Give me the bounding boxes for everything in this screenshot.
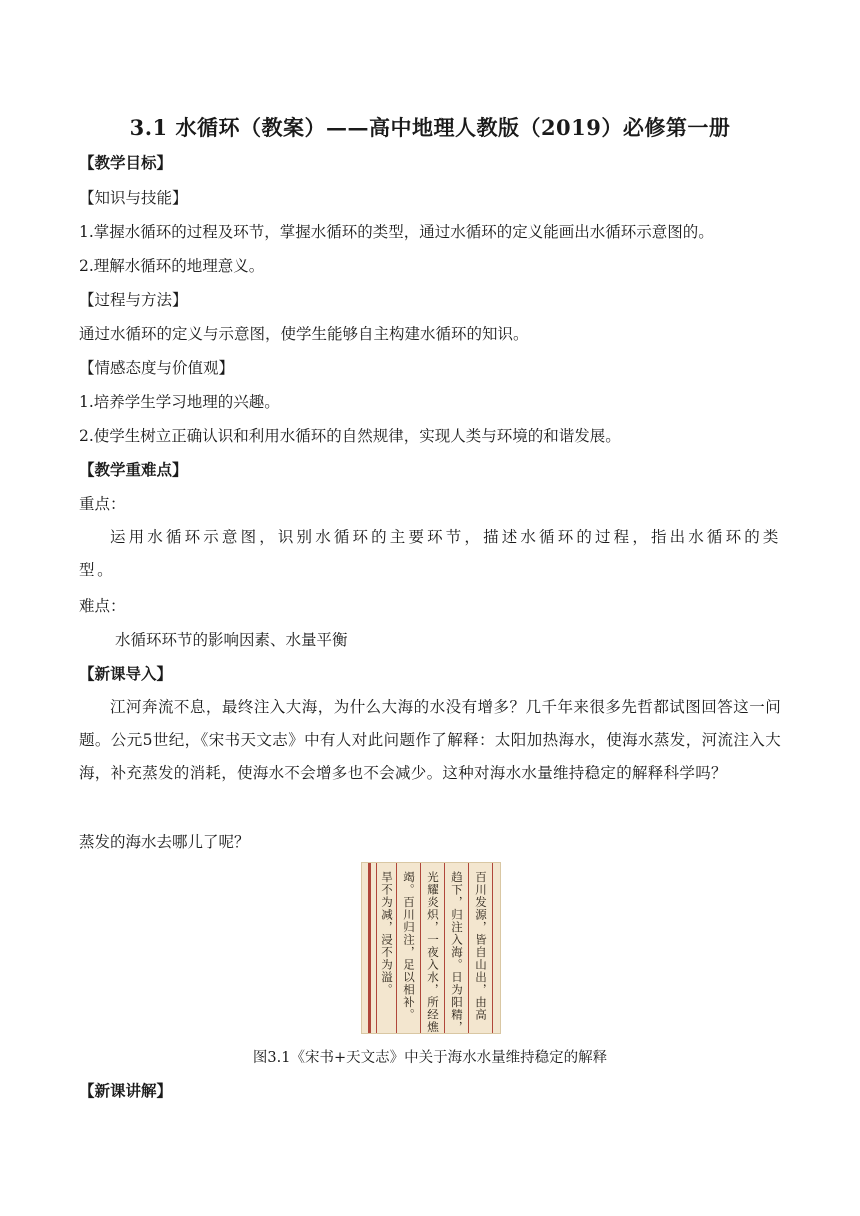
heading-new-lesson: 【新课讲解】	[79, 1081, 173, 1100]
figure-caption: 图3.1《宋书+天文志》中关于海水水量维持稳定的解释	[252, 1050, 608, 1066]
figure-column-line	[468, 863, 469, 1033]
figure-text-column: 趋下，归注入海。日为阳精，	[450, 871, 464, 1034]
heading-lesson-intro: 【新课导入】	[79, 664, 173, 683]
knowledge-item-1: 1.掌握水循环的过程及环节，掌握水循环的类型，通过水循环的定义能画出水循环示意图的。	[79, 223, 714, 241]
figure-column-line	[492, 863, 493, 1033]
intro-question: 蒸发的海水去哪儿了呢？	[79, 833, 250, 851]
heading-teaching-goals: 【教学目标】	[79, 153, 173, 172]
attitude-item-1: 1.培养学生学习地理的兴趣。	[79, 393, 280, 411]
difficult-point-label: 难点：	[79, 597, 126, 615]
attitude-item-2: 2.使学生树立正确认识和利用水循环的自然规律，实现人类与环境的和谐发展。	[79, 427, 621, 445]
document-title: 3.1 水循环（教案）——高中地理人教版（2019）必修第一册	[129, 115, 731, 140]
heading-process-methods: 【过程与方法】	[79, 291, 188, 309]
process-item-1: 通过水循环的定义与示意图，使学生能够自主构建水循环的知识。	[79, 325, 529, 343]
figure-column-line	[396, 863, 397, 1033]
figure-text-column: 百川发源，皆自山出，由高	[474, 871, 488, 1021]
knowledge-item-2: 2.理解水循环的地理意义。	[79, 257, 265, 275]
key-point-text: 运用水循环示意图，识别水循环的主要环节，描述水循环的过程，指出水循环的类型。	[79, 528, 781, 579]
figure-column-line	[444, 863, 445, 1033]
difficult-point-text: 水循环环节的影响因素、水量平衡	[115, 631, 348, 649]
ancient-text-image	[361, 862, 501, 1034]
figure-border-line	[376, 863, 377, 1033]
heading-knowledge-skills: 【知识与技能】	[79, 189, 188, 207]
heading-attitude-values: 【情感态度与价值观】	[79, 359, 235, 377]
figure-text-column: 旱不为减，浸不为溢。	[380, 871, 394, 996]
heading-key-difficult-points: 【教学重难点】	[79, 460, 188, 479]
key-point-label: 重点：	[79, 495, 126, 513]
figure-column-line	[420, 863, 421, 1033]
figure-text-column: 竭。百川归注，足以相补。	[402, 871, 416, 1021]
figure-border-line	[368, 863, 371, 1033]
figure-text-column: 光耀炎炽，一夜入水，所经燋	[426, 871, 440, 1034]
intro-paragraph: 江河奔流不息，最终注入大海，为什么大海的水没有增多？几千年来很多先哲都试图回答这一问题。公元5世纪，《宋书天文志》中有人对此问题作了解释：太阳加热海水，使海水蒸发，河流注入大海，补充蒸发的消耗，使海水不会增多也不会减少。这种对海水水量维持稳定的解释科学吗？	[79, 698, 781, 782]
